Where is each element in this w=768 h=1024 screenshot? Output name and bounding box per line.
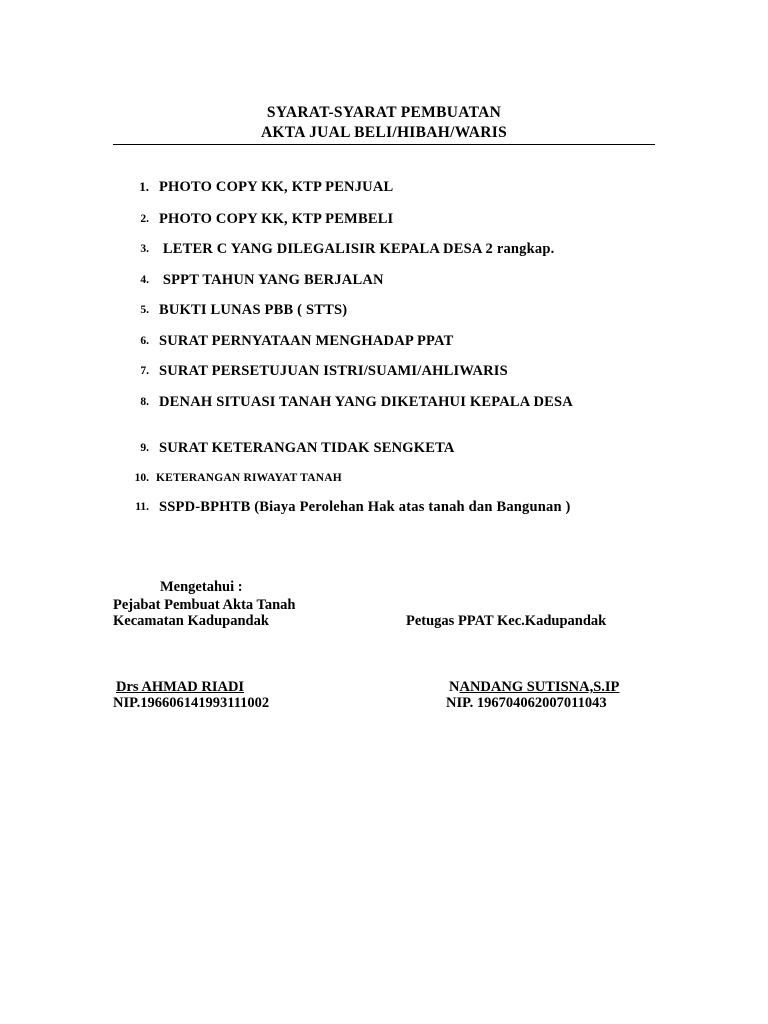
item-text: SURAT PERNYATAAN MENGHADAP PPAT xyxy=(159,333,454,349)
item-text: SURAT PERSETUJUAN ISTRI/SUAMI/AHLIWARIS xyxy=(159,363,508,379)
item-text: LETER C YANG DILEGALISIR KEPALA DESA 2 rangkap. xyxy=(159,241,555,257)
left-office-line-1: Pejabat Pembuat Akta Tanah xyxy=(113,597,296,613)
item-text: SSPD-BPHTB (Biaya Perolehan Hak atas tanah dan Bangunan ) xyxy=(159,499,571,515)
item-text: BUKTI LUNAS PBB ( STTS) xyxy=(159,302,348,318)
title-divider xyxy=(113,144,655,145)
item-number: 11. xyxy=(135,501,149,513)
item-text: PHOTO COPY KK, KTP PEMBELI xyxy=(159,211,394,227)
item-number: 5. xyxy=(140,304,149,316)
right-signatory-name xyxy=(449,679,619,695)
item-number: 10. xyxy=(134,472,149,484)
item-text: SURAT KETERANGAN TIDAK SENGKETA xyxy=(159,440,455,456)
left-office-line-2: Kecamatan Kadupandak xyxy=(113,613,269,629)
left-signatory-nip: NIP.196606141993111002 xyxy=(113,695,270,711)
right-name-rest: ANDANG SUTISNA,S.IP xyxy=(459,679,620,695)
document-title-line-1: SYARAT-SYARAT PEMBUATAN xyxy=(266,104,502,121)
item-number: 7. xyxy=(140,365,149,377)
item-number: 9. xyxy=(140,442,149,454)
right-office: Petugas PPAT Kec.Kadupandak xyxy=(406,613,607,629)
item-number: 4. xyxy=(140,274,149,286)
item-text: SPPT TAHUN YANG BERJALAN xyxy=(159,272,384,288)
item-text: DENAH SITUASI TANAH YANG DIKETAHUI KEPALA DESA xyxy=(159,394,573,410)
item-text: KETERANGAN RIWAYAT TANAH xyxy=(156,472,342,484)
item-number: 2. xyxy=(140,213,149,225)
right-signatory-nip: NIP. 196704062007011043 xyxy=(446,695,607,711)
acknowledge-label: Mengetahui : xyxy=(160,579,243,595)
item-number: 1. xyxy=(139,179,149,194)
right-name-initial: N xyxy=(449,679,460,695)
item-number: 8. xyxy=(140,396,149,408)
document-title-line-2: AKTA JUAL BELI/HIBAH/WARIS xyxy=(260,124,508,141)
item-number: 3. xyxy=(140,243,149,255)
item-number: 6. xyxy=(140,335,149,347)
left-signatory-name: Drs AHMAD RIADI xyxy=(116,679,245,695)
item-text: PHOTO COPY KK, KTP PENJUAL xyxy=(159,179,394,195)
